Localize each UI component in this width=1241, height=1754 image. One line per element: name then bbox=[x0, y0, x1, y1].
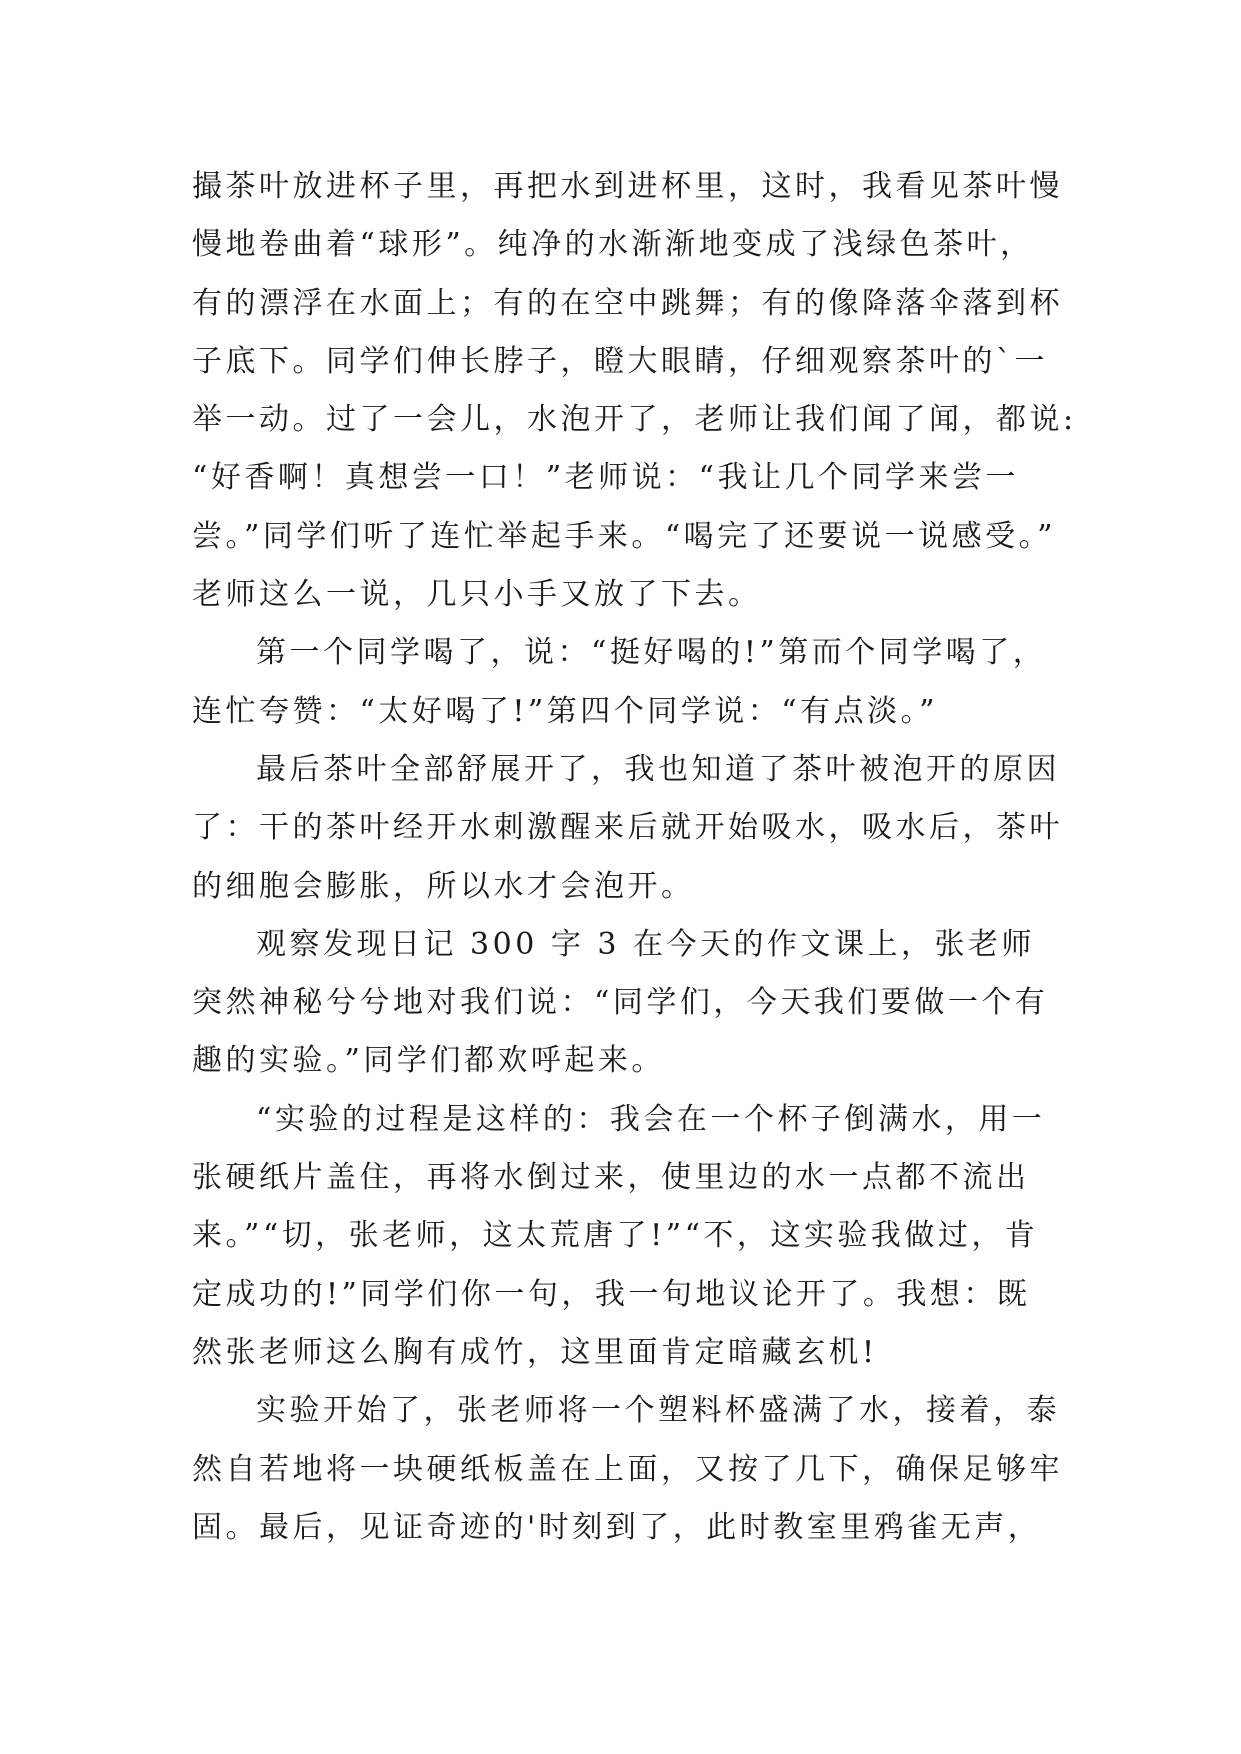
paragraph-start-line: 实验开始了，张老师将一个塑料杯盛满了水，接着，泰 bbox=[256, 1393, 1060, 1429]
section-heading-line: 观察发现日记 300 字 3 在今天的作文课上，张老师 bbox=[256, 926, 1035, 962]
text-line: 了：干的茶叶经开水刺激醒来后就开始吸水，吸水后，茶叶 bbox=[192, 810, 1063, 846]
text-line: 来。”“切，张老师，这太荒唐了!”“不，这实验我做过，肯 bbox=[192, 1218, 1039, 1254]
paragraph-start-line: “实验的过程是这样的：我会在一个杯子倒满水，用一 bbox=[256, 1101, 1046, 1137]
text-line: 然自若地将一块硬纸板盖在上面，又按了几下，确保足够牢 bbox=[192, 1451, 1063, 1487]
text-line: 固。最后，见证奇迹的'时刻到了，此时教室里鸦雀无声， bbox=[192, 1509, 1042, 1545]
text-line: 定成功的!”同学们你一句，我一句地议论开了。我想：既 bbox=[192, 1276, 1031, 1312]
text-line: 老师这么一说，几只小手又放了下去。 bbox=[192, 577, 762, 613]
text-line: 张硬纸片盖住，再将水倒过来，使里边的水一点都不流出 bbox=[192, 1160, 1030, 1196]
text-line: 的细胞会膨胀，所以水才会泡开。 bbox=[192, 868, 695, 904]
text-line: 趣的实验。”同学们都欢呼起来。 bbox=[192, 1043, 665, 1079]
text-line: 然张老师这么胸有成竹，这里面肯定暗藏玄机! bbox=[192, 1334, 878, 1370]
text-line: 子底下。同学们伸长脖子，瞪大眼睛，仔细观察茶叶的`一 bbox=[192, 343, 1048, 379]
paragraph-start-line: 最后茶叶全部舒展开了，我也知道了茶叶被泡开的原因 bbox=[256, 751, 1060, 787]
text-line: 连忙夸赞：“太好喝了!”第四个同学说：“有点淡。” bbox=[192, 693, 938, 729]
text-line: 慢地卷曲着“球形”。纯净的水渐渐地变成了浅绿色茶叶， bbox=[192, 227, 1034, 263]
text-line: 撮茶叶放进杯子里，再把水到进杯里，这时，我看见茶叶慢 bbox=[192, 169, 1063, 204]
paragraph-start-line: 第一个同学喝了，说：“挺好喝的!”第而个同学喝了， bbox=[256, 635, 1047, 671]
text-line: 突然神秘兮兮地对我们说：“同学们，今天我们要做一个有 bbox=[192, 985, 1049, 1021]
text-line: 尝。”同学们听了连忙举起手来。“喝完了还要说一说感受。” bbox=[192, 518, 1057, 554]
text-line: 举一动。过了一会儿，水泡开了，老师让我们闻了闻，都说: bbox=[192, 402, 1077, 438]
body-text bbox=[192, 158, 1077, 1557]
text-line: 有的漂浮在水面上；有的在空中跳舞；有的像降落伞落到杯 bbox=[192, 285, 1063, 321]
text-line: “好香啊！真想尝一口！”老师说：“我让几个同学来尝一 bbox=[192, 460, 1020, 496]
